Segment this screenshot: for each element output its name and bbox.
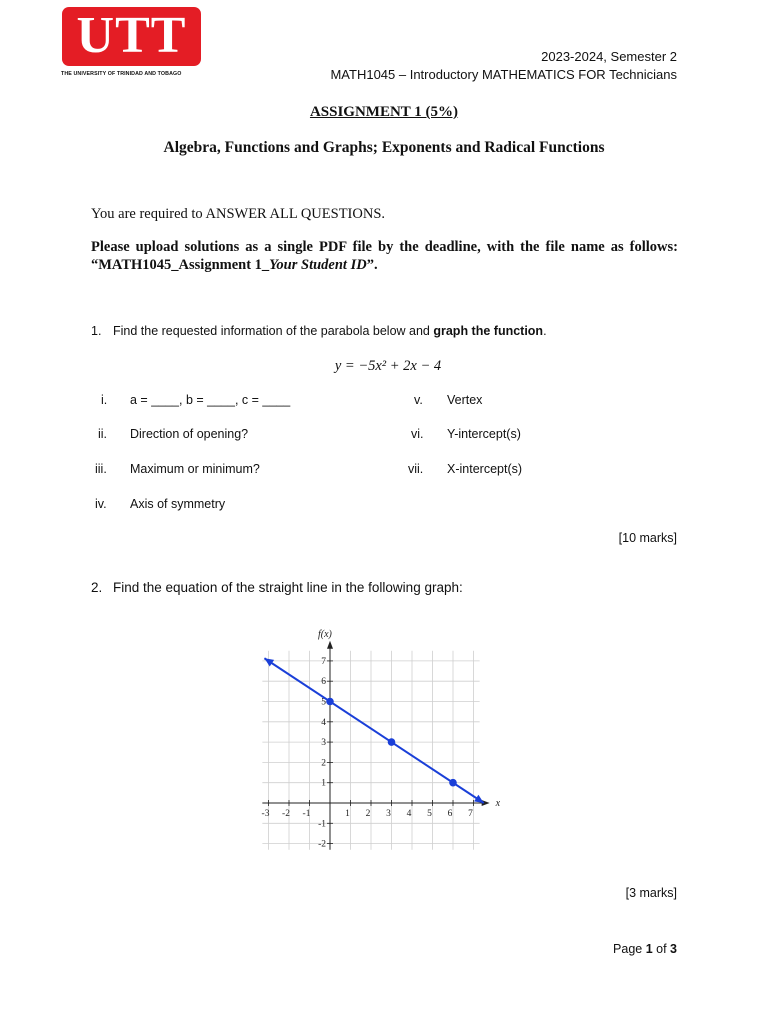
assignment-subtitle: Algebra, Functions and Graphs; Exponents and Radical Functions xyxy=(163,139,605,156)
data-point xyxy=(326,698,334,706)
x-axis-label: x xyxy=(495,798,501,809)
y-tick-label: 1 xyxy=(321,778,326,789)
y-axis-arrow xyxy=(327,641,333,649)
q1-item-num: ii. xyxy=(98,427,108,441)
page-prefix: Page xyxy=(613,942,646,956)
instruction-line-1: You are required to ANSWER ALL QUESTIONS. xyxy=(91,206,386,222)
filename-student-id: Your Student ID xyxy=(269,257,367,273)
q1-item-num: i. xyxy=(101,393,108,407)
x-tick-label: 2 xyxy=(365,809,371,819)
page-number xyxy=(613,942,677,956)
q1-item-text: a = ____, b = ____, c = ____ xyxy=(130,393,291,407)
line-graph xyxy=(250,625,520,855)
q1-text-prefix: Find the requested information of the parabola below and xyxy=(113,324,434,338)
q1-item-text: Direction of opening? xyxy=(130,427,249,441)
data-point xyxy=(449,779,457,787)
q1-item-text: Maximum or minimum? xyxy=(130,462,260,476)
page-total: 3 xyxy=(670,942,677,956)
q1-equation: y = −5x² + 2x − 4 xyxy=(334,358,442,374)
y-tick-label: -1 xyxy=(318,819,326,830)
q1-text xyxy=(113,324,547,338)
y-tick-label: 7 xyxy=(321,656,326,667)
q1-item-num: v. xyxy=(414,393,423,407)
line-arrow-left xyxy=(264,658,274,666)
logo-subtitle: THE UNIVERSITY OF TRINIDAD AND TOBAGO xyxy=(61,71,182,77)
q1-text-suffix: . xyxy=(543,324,547,338)
y-tick-label: 2 xyxy=(321,758,326,769)
x-tick-label: -3 xyxy=(261,809,270,819)
q1-text-bold: graph the function xyxy=(433,324,544,338)
q2-text: Find the equation of the straight line in the following graph: xyxy=(113,580,463,595)
x-tick-label: 3 xyxy=(386,809,391,819)
q1-item-num: vi. xyxy=(411,427,424,441)
x-tick-label: -1 xyxy=(302,809,311,819)
term-label: 2023-2024, Semester 2 xyxy=(541,49,677,64)
x-tick-label: 4 xyxy=(406,809,412,819)
q1-item-num: vii. xyxy=(408,462,424,476)
course-label: MATH1045 – Introductory MATHEMATICS FOR Technicians xyxy=(330,67,677,82)
x-tick-label: 7 xyxy=(468,809,473,819)
data-point xyxy=(388,738,396,746)
logo-text: UTT xyxy=(76,7,187,64)
assignment-title: ASSIGNMENT 1 (5%) xyxy=(309,104,459,120)
y-tick-label: 3 xyxy=(321,738,326,749)
y-tick-label: 6 xyxy=(321,677,326,688)
x-tick-label: 5 xyxy=(427,809,432,819)
q1-item-text: X-intercept(s) xyxy=(447,462,523,476)
q2-marks: [3 marks] xyxy=(625,886,677,900)
instruction-line-3 xyxy=(91,257,378,274)
q2-number: 2. xyxy=(91,580,103,595)
q1-item-text: Axis of symmetry xyxy=(130,497,226,511)
x-tick-label: 1 xyxy=(345,809,350,819)
q1-item-num: iii. xyxy=(95,462,107,476)
instruction-line-2: Please upload solutions as a single PDF file by the deadline, with the file name as follows: xyxy=(91,239,678,255)
y-tick-label: -2 xyxy=(318,839,326,850)
q1-item-num: iv. xyxy=(95,497,107,511)
q1-marks: [10 marks] xyxy=(618,531,677,545)
page-current: 1 xyxy=(645,942,653,956)
filename-prefix: “MATH1045_Assignment 1_ xyxy=(91,257,270,273)
filename-suffix: ”. xyxy=(366,257,378,273)
line-arrow-right xyxy=(474,795,484,803)
x-tick-label: 6 xyxy=(447,809,453,819)
y-axis-label: f(x) xyxy=(318,628,332,640)
q1-item-text: Vertex xyxy=(447,393,483,407)
q1-item-text: Y-intercept(s) xyxy=(447,427,521,441)
x-tick-label: -2 xyxy=(282,809,290,819)
y-tick-label: 4 xyxy=(321,717,326,728)
y-tick-label: 5 xyxy=(321,697,326,708)
page-mid: of xyxy=(652,942,671,956)
q1-number: 1. xyxy=(91,324,102,338)
